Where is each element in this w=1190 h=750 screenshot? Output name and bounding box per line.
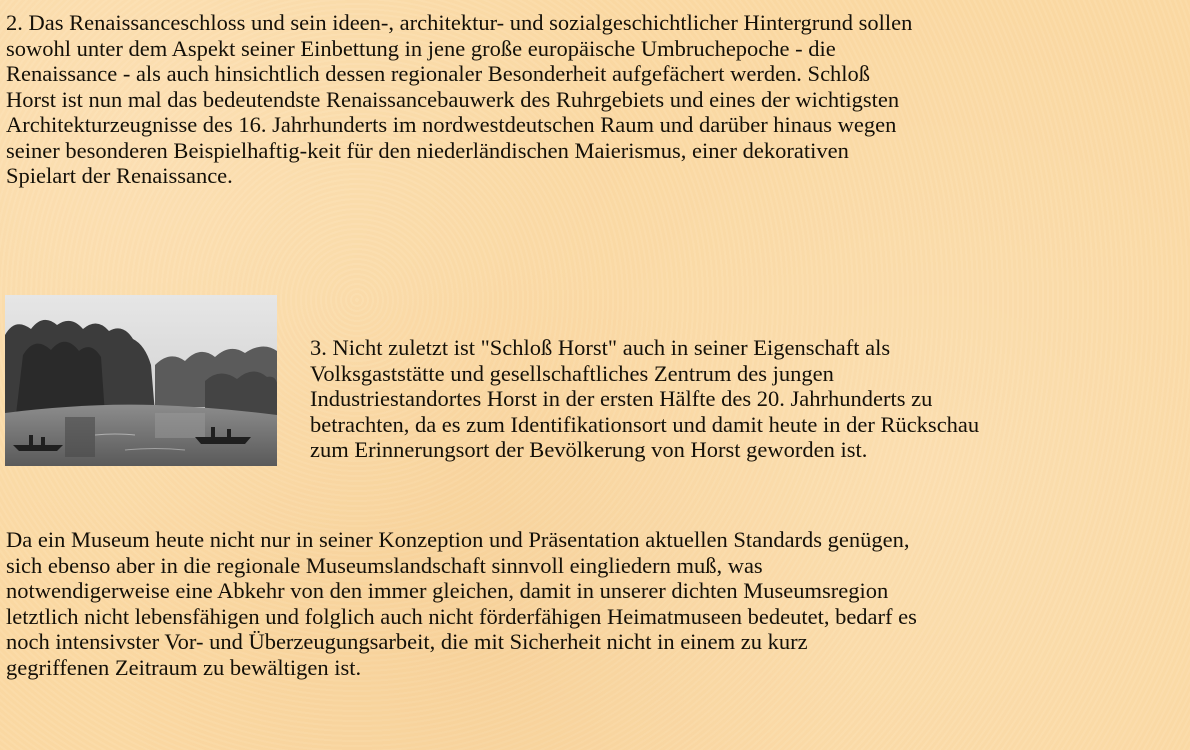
text-line: sich ebenso aber in die regionale Museumslandschaft sinnvoll eingliedern muß, was <box>6 552 763 578</box>
text-line: Renaissance - als auch hinsichtlich dessen regionaler Besonderheit aufgefächert werden. Schloß <box>6 61 871 86</box>
paragraph-3 <box>310 335 979 463</box>
river-boats-photo-drawing <box>5 295 277 466</box>
text-line: noch intensivster Vor- und Überzeugungsarbeit, die mit Sicherheit nicht in einem zu kurz <box>6 629 808 654</box>
text-line: letztlich nicht lebensfähigen und folglich auch nicht förderfähigen Heimatmuseen bedeutet, bedarf es <box>6 603 917 629</box>
text-line: 2. Das Renaissanceschloss und sein ideen-, architektur- und sozialgeschichtlicher Hintergrund sollen <box>6 10 913 35</box>
text-line: 3. Nicht zuletzt ist "Schloß Horst" auch in seiner Eigenschaft als <box>310 335 891 360</box>
text-line: zum Erinnerungsort der Bevölkerung von Horst geworden ist. <box>310 437 868 462</box>
text-line: Horst ist nun mal das bedeutendste Renaissancebauwerk des Ruhrgebiets und eines der wichtigsten <box>6 86 900 112</box>
text-line: notwendigerweise eine Abkehr von den immer gleichen, damit in unserer dichten Museumsregion <box>6 578 889 603</box>
text-line: Volksgaststätte und gesellschaftliches Zentrum des jungen <box>310 360 834 386</box>
paragraph-2 <box>6 10 912 189</box>
text-line: gegriffenen Zeitraum zu bewältigen ist. <box>6 654 362 680</box>
text-line: sowohl unter dem Aspekt seiner Einbettung in jene große europäische Umbruchepoche - die <box>6 35 836 61</box>
text-line: Industriestandortes Horst in der ersten Hälfte des 20. Jahrhunderts zu <box>310 386 933 411</box>
paragraph-4 <box>6 527 917 680</box>
river-boats-photo <box>5 295 277 466</box>
text-line: Spielart der Renaissance. <box>6 163 233 188</box>
text-line: seiner besonderen Beispielhaftig-keit für den niederländischen Maierismus, einer dekorativen <box>6 137 849 163</box>
text-line: betrachten, da es zum Identifikationsort und damit heute in der Rückschau <box>310 411 980 437</box>
text-line: Architekturzeugnisse des 16. Jahrhunderts im nordwestdeutschen Raum und darüber hinaus wegen <box>6 112 897 137</box>
text-line: Da ein Museum heute nicht nur in seiner Konzeption und Präsentation aktuellen Standards genügen, <box>6 527 910 552</box>
